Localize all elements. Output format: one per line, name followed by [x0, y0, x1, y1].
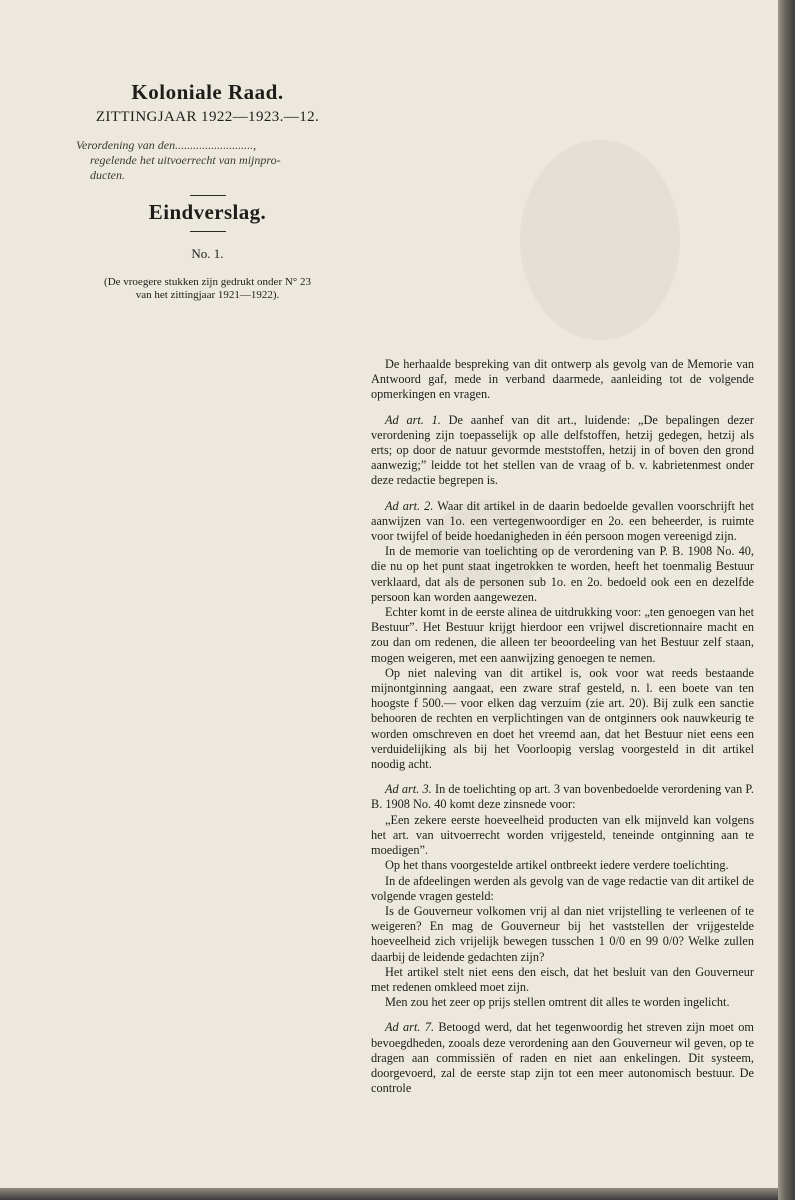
art1-text: De aanhef van dit art., luidende: „De bepalingen dezer verordening zijn toepasselijk op alle delfstoffen, hetzij gedegen, hetzij als erts; op door de natuur gevormde meststoffen, hetzij in of boven den grond aanwezig;” leidde tot het stellen van de vraag of b. v. kabrietenmest onder deze redactie begrepen is. — [371, 412, 754, 488]
art7-text: Betoogd werd, dat het tegenwoordig het streven zijn moet om bevoegdheden, zooals deze verordening aan den Gouverneur wil geven, op te dragen aan commissiën of raden en niet aan enkelingen. Dit systeem, doorgevoerd, zal de eerste stap zijn tot een meer autonomisch bestuur. De controle — [371, 1020, 754, 1096]
report-body — [371, 357, 754, 1096]
paper-stain — [520, 140, 680, 340]
art1-label: Ad art. 1. — [385, 412, 441, 427]
art2-paragraph — [371, 499, 754, 545]
art2-paragraph-2: In de memorie van toelichting op de verordening van P. B. 1908 No. 40, die nu op het punt staat ingetrokken te worden, heeft het toenmalig Bestuur verklaard, dat als de personen sub 1o. en 2o. bedoeld ook een en dezelfde persoon kan worden aangewezen. — [371, 544, 754, 604]
ordinance-line-2: regelende het uitvoerrecht van mijnpro- — [90, 153, 281, 167]
art3-paragraph-2: Op het thans voorgestelde artikel ontbreekt iedere verdere toelichting. — [385, 858, 729, 873]
art3-text: In de toelichting op art. 3 van bovenbedoelde verordening van P. B. 1908 No. 40 komt deze zinsnede voor: — [371, 782, 754, 812]
divider — [190, 231, 226, 232]
note-line-2: van het zittingjaar 1921—1922). — [135, 289, 280, 301]
divider — [190, 195, 226, 196]
art7-paragraph — [371, 1020, 754, 1096]
art1-paragraph — [371, 413, 754, 489]
page-edge-shadow — [778, 0, 795, 1200]
art3-paragraph-5: Het artikel stelt niet eens den eisch, dat het besluit van den Gouverneur met redenen omkleed moet zijn. — [371, 964, 754, 994]
ordinance-line-1: Verordening van den.........................., — [76, 138, 257, 152]
art2-text: Waar dit artikel in de daarin bedoelde gevallen voorschrijft het aanwijzen van 1o. een vertegenwoordiger en 2o. een beheerder, is ruimte voor twijfel of beide hoedanigheden in één persoon mogen vereenigd zijn. — [371, 498, 754, 544]
header-block — [70, 80, 345, 302]
ordinance-line-3: ducten. — [90, 168, 125, 182]
art3-quote: „Een zekere eerste hoeveelheid producten van elk mijnveld kan volgens het art. van uitvoerrecht worden vrijgesteld, teneinde ontginning aan te moedigen”. — [371, 812, 754, 858]
art2-label: Ad art. 2. — [385, 498, 434, 513]
council-title: Koloniale Raad. — [131, 80, 284, 104]
session-year: ZITTINGJAAR 1922—1923.—12. — [95, 109, 320, 125]
art3-paragraph-6: Men zou het zeer op prijs stellen omtrent dit alles te worden ingelicht. — [385, 995, 730, 1010]
intro-paragraph: De herhaalde bespreking van dit ontwerp als gevolg van de Memorie van Antwoord gaf, mede in verband daarmede, aanleiding tot de volgende opmerkingen en vragen. — [371, 357, 754, 402]
note-line-1: (De vroegere stukken zijn gedrukt onder N° 23 — [104, 276, 311, 288]
report-title: Eindverslag. — [148, 200, 267, 224]
art3-label: Ad art. 3. — [385, 782, 432, 797]
art2-paragraph-3: Echter komt in de eerste alinea de uitdrukking voor: „ten genoegen van het Bestuur”. Het Bestuur krijgt hierdoor een vrijwel discretionnaire macht en zou dan om redenen, die alleen ter beoordeeling van het Bestuur zelf staan, mogen weigeren, met een aanwijzing genoegen te nemen. — [371, 605, 754, 665]
previous-documents-note — [70, 276, 345, 302]
page-bottom-shadow — [0, 1188, 778, 1200]
ordinance-subject — [76, 138, 338, 183]
art2-paragraph-4: Op niet naleving van dit artikel is, ook voor wat reeds bestaande mijnontginning aangaat, een zware straf gesteld, n. l. een boete van ten hoogste f 500.— voor elken dag verzuim (zie art. 20). Bij zulk een sanctie behooren de rechten en verplichtingen van de ontginners ook nauwkeurig te worden omschreven en doet het vreemd aan, dat het Bestuur niet eens een verduidelijking als bij het Voorloopig verslag voorgesteld in dit artikel noodig acht. — [371, 665, 754, 772]
art3-paragraph-4: Is de Gouverneur volkomen vrij al dan niet vrijstelling te verleenen of te weigeren? En mag de Gouverneur bij het vaststellen der vrijgestelde hoeveelheid zich vrijelijk bewegen tusschen 1 0/0 en 99 0/0? Welke zullen daarbij de leidende gedachten zijn? — [371, 903, 754, 964]
art3-paragraph-3: In de afdeelingen werden als gevolg van de vage redactie van dit artikel de volgende vragen gesteld: — [371, 873, 754, 903]
document-number: No. 1. — [191, 246, 224, 261]
art7-label: Ad art. 7. — [385, 1020, 435, 1035]
art3-paragraph — [371, 782, 754, 812]
